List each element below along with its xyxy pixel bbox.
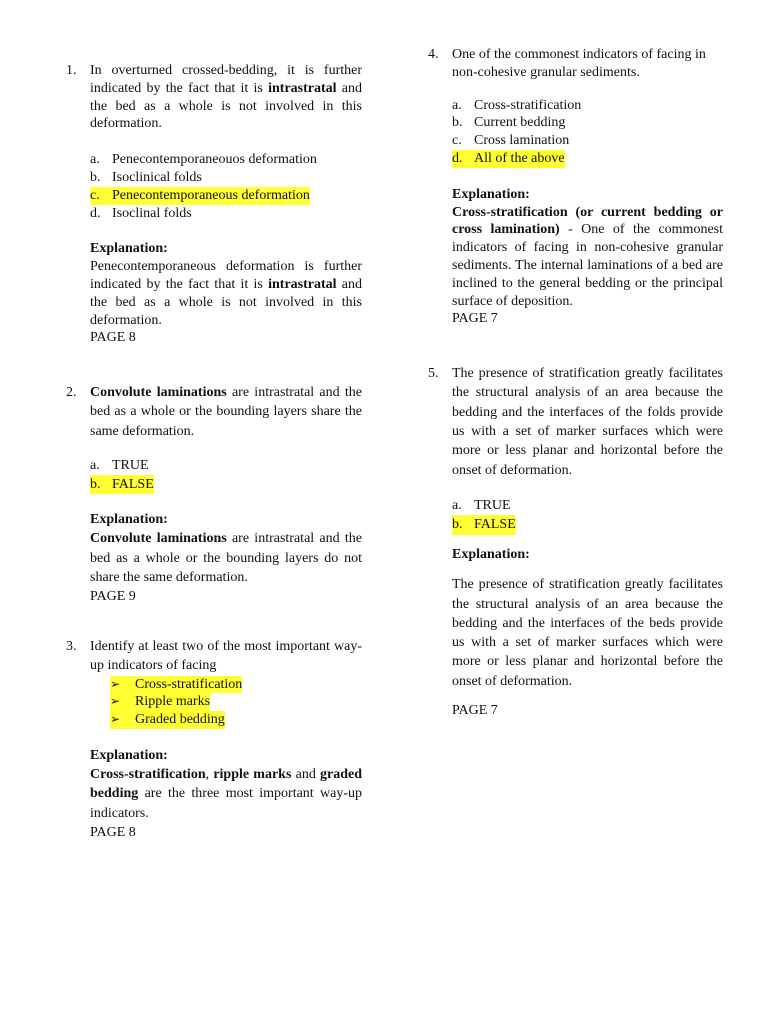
arrow-bullet-icon: ➢ [110,694,121,709]
explanation-text: Penecontemporaneous deformation is further indicated by the fact that it is intrastratal and the bed as a whole is not involved in this deformation. [90,259,362,328]
answer-options [452,496,723,535]
question-3 [62,637,362,842]
option-d[interactable]: d. Isoclinal folds [90,205,192,221]
explanation-text: The presence of stratification greatly facilitates the structural analysis of an area because the bedding and the interfaces of the beds provide us with a set of marker surfaces which were more or less planar and horizontal before the onset of deformation. [452,577,723,689]
page-reference: PAGE 9 [90,588,136,604]
answer-item [110,676,362,694]
question-stem: The presence of stratification greatly facilitates the structural analysis of an area because the bedding and the interfaces of the folds provide us with a set of marker surfaces which were more or less planar and horizontal before the onset of deformation. [452,366,723,478]
explanation-heading: Explanation: [452,186,530,202]
question-stem: In overturned crossed-bedding, it is further indicated by the fact that it is intrastratal and the bed as a whole is not involved in this deformation. [90,63,362,132]
answer-options [90,151,362,222]
option-b-correct[interactable] [452,515,723,535]
answer-options [90,456,362,494]
explanation-heading: Explanation: [90,241,168,257]
answer-highlight: b. FALSE [90,475,154,494]
right-column [424,46,723,720]
option-b[interactable]: b. Current bedding [452,115,566,131]
answer-item [110,711,362,729]
bold-term: Cross-stratification (or current bedding or cross lamination) [452,204,723,238]
option-b-correct[interactable] [90,475,362,494]
answer-highlight: c. Penecontemporaneous deformation [90,187,310,203]
bold-term: intrastratal [268,276,337,292]
answer-list [90,676,362,729]
page-reference: PAGE 7 [452,703,498,719]
bold-term: Convolute laminations [90,531,227,547]
question-stem: One of the commonest indicators of facing in non-cohesive granular sediments. [452,47,706,80]
option-b[interactable]: b. Isoclinical folds [90,169,202,185]
explanation-heading: Explanation: [90,512,168,528]
explanation-text: Cross-stratification (or current bedding or cross lamination) - One of the commonest indicators of facing in non-cohesive granular sediments. The internal laminations of a bed are inclined to the general bedding or the principal surface of deposition. [452,204,723,309]
question-number: 5. [428,366,439,382]
question-4 [424,46,723,328]
option-c[interactable]: c. Cross lamination [452,133,570,149]
answer-highlight: ➢ Ripple marks [110,694,211,710]
question-stem: Convolute laminations are intrastratal and the bed as a whole or the bounding layers share the same deformation. [90,385,362,439]
answer-highlight: b. FALSE [452,515,516,535]
option-a[interactable]: a. TRUE [90,457,149,473]
question-number: 4. [428,47,439,62]
question-number: 3. [66,639,77,655]
answer-highlight: ➢ Graded bedding [110,712,225,728]
left-column [62,46,362,842]
question-2 [62,383,362,606]
explanation-text: Convolute laminations are intrastratal and the bed as a whole or the bounding layers do not share the same deformation. [90,531,362,585]
explanation-heading: Explanation: [452,546,530,562]
arrow-bullet-icon: ➢ [110,712,121,727]
answer-item [110,693,362,711]
option-a[interactable]: a. TRUE [452,497,511,513]
explanation-heading: Explanation: [90,747,168,763]
page-reference: PAGE 8 [90,330,136,346]
option-d-correct[interactable] [452,150,723,168]
question-1 [62,62,362,347]
answer-highlight: ➢ Cross-stratification [110,676,243,692]
answer-highlight: d. All of the above [452,150,565,166]
explanation-text: Cross-stratification, ripple marks and graded bedding are the three most important way-up indicators. [90,767,363,821]
page-reference: PAGE 8 [90,824,136,840]
question-stem: Identify at least two of the most important way-up indicators of facing [90,639,362,674]
page-reference: PAGE 7 [452,311,498,327]
answer-options [452,97,723,168]
option-a[interactable]: a. Cross-stratification [452,97,582,113]
question-number: 2. [66,385,77,401]
option-c-correct[interactable] [90,187,362,205]
question-5 [424,364,723,720]
option-a[interactable]: a. Penecontemporaneouos deformation [90,152,317,168]
question-number: 1. [66,63,77,78]
arrow-bullet-icon: ➢ [110,676,121,691]
bold-term: Convolute laminations [90,385,227,401]
bold-term: intrastratal [268,80,337,96]
